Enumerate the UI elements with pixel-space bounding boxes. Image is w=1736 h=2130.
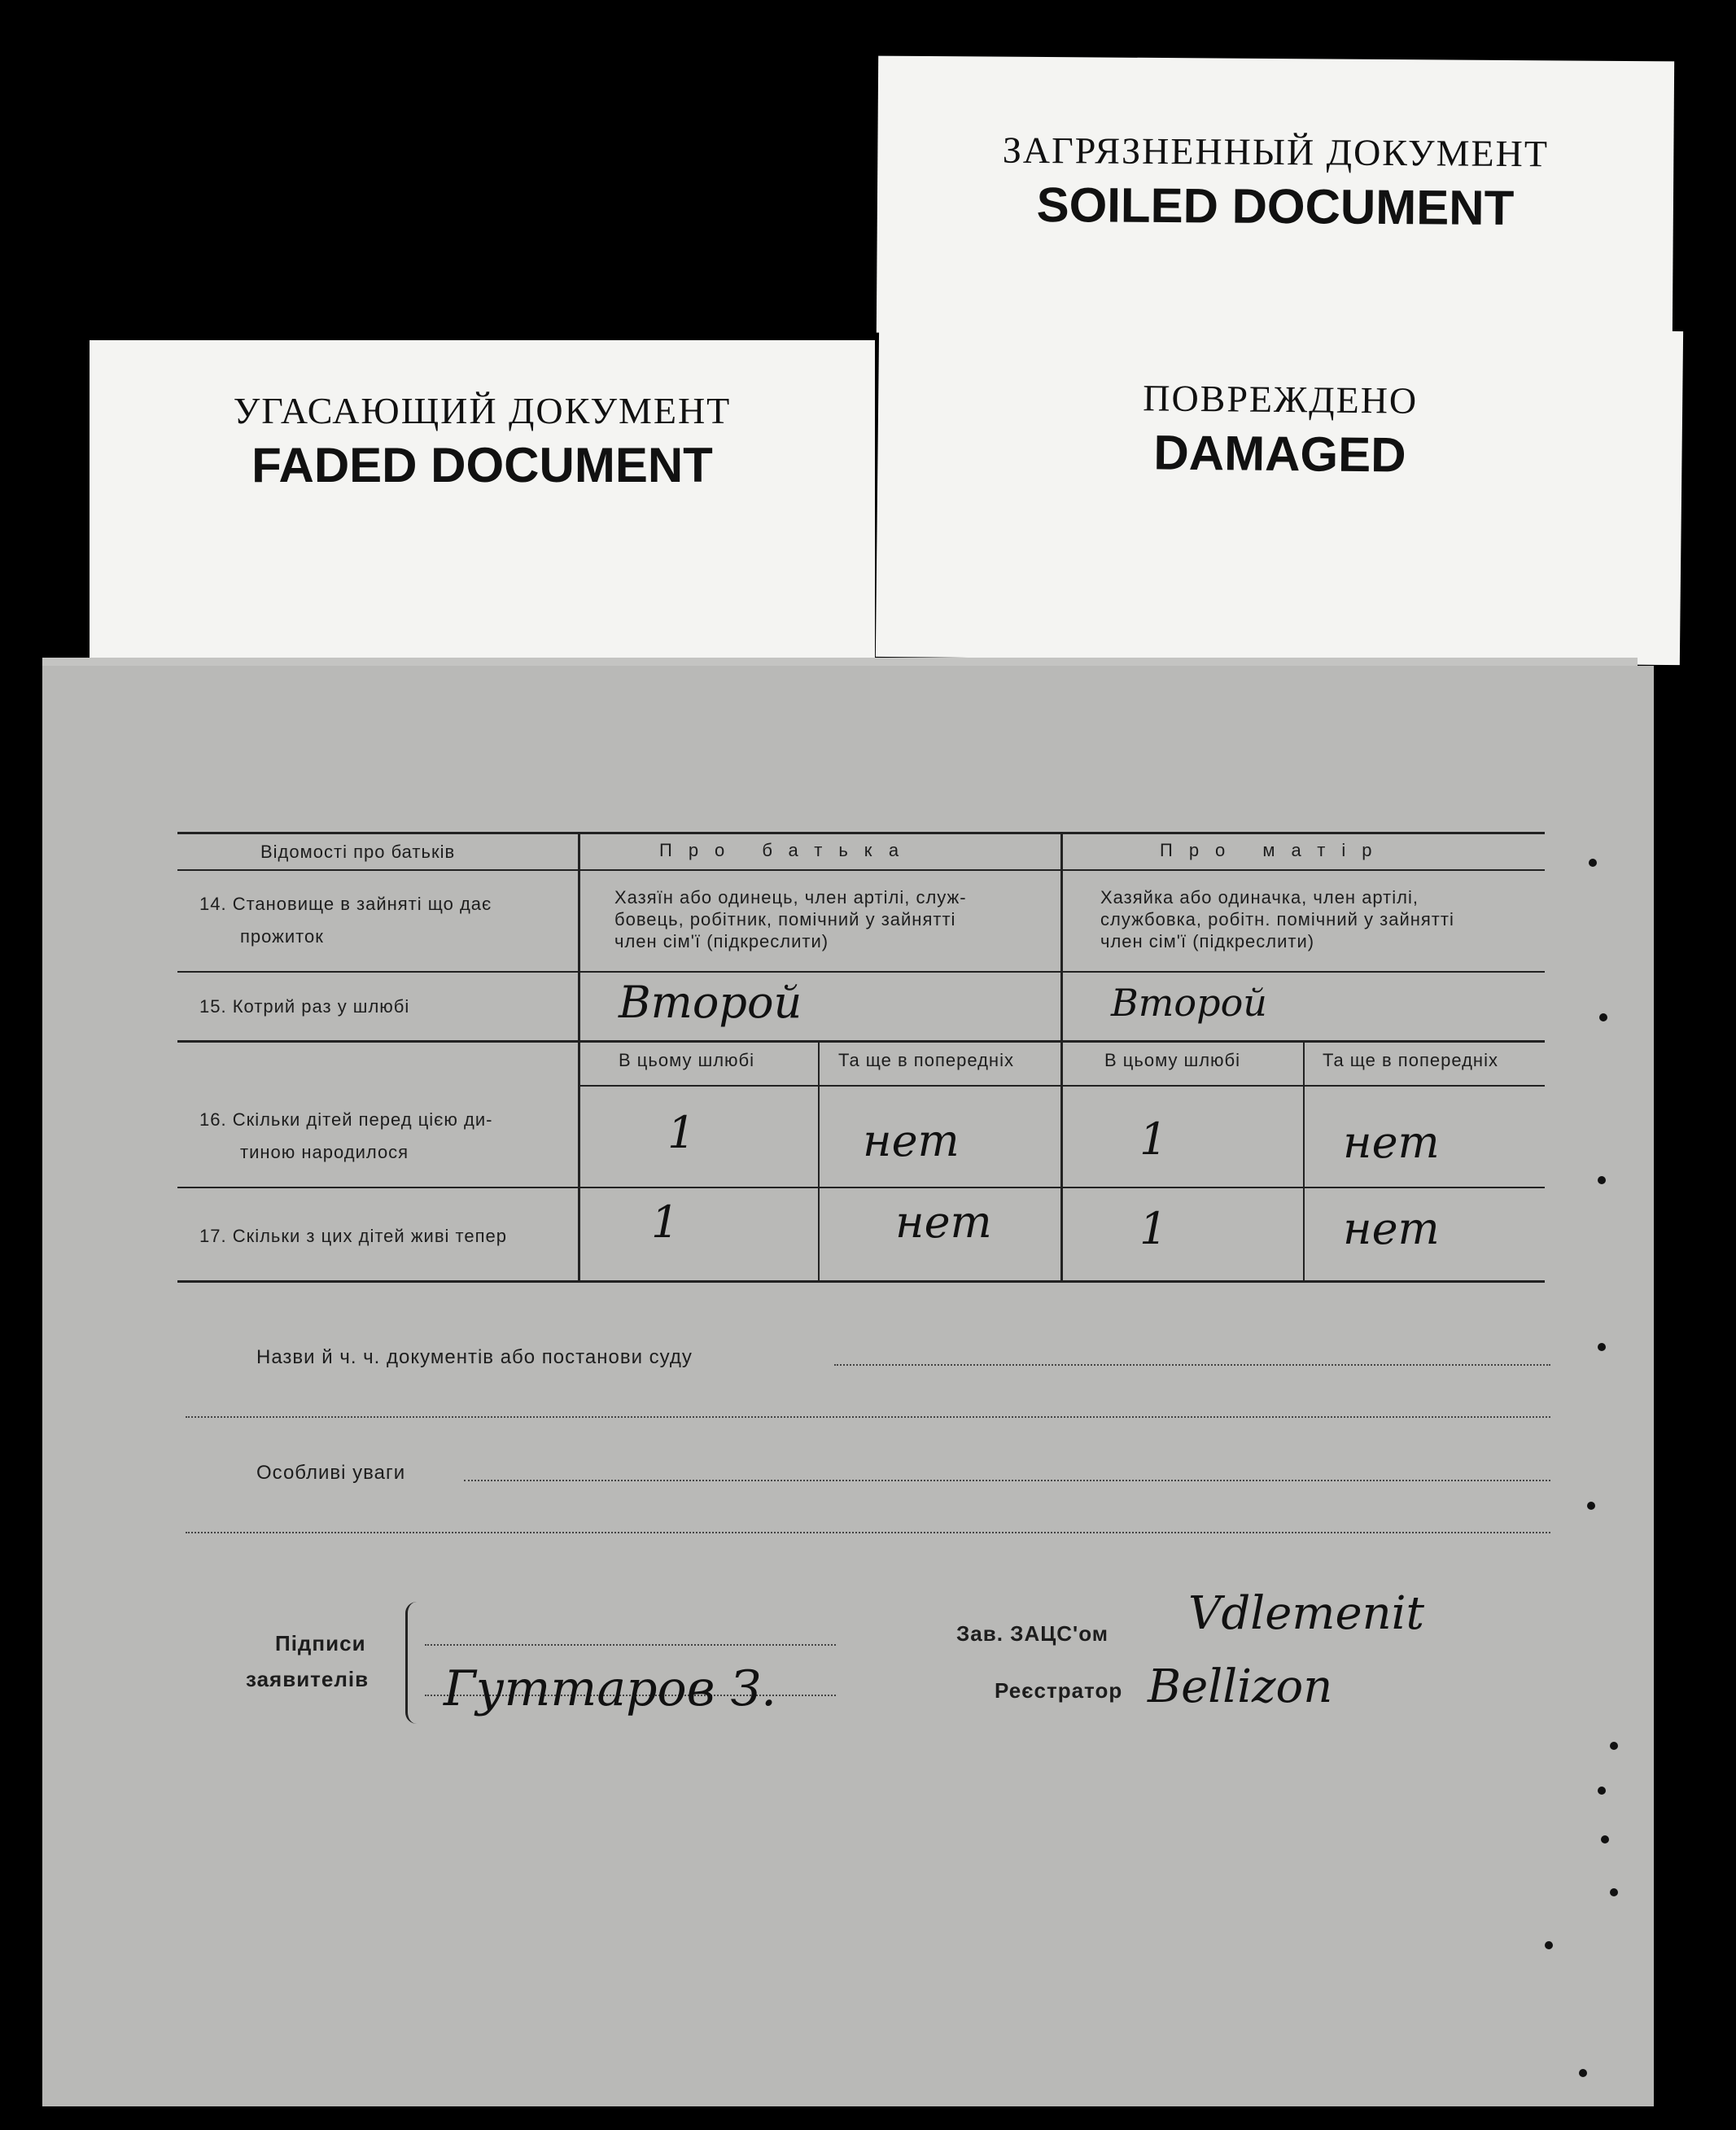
binding-hole [1599,1013,1607,1021]
row15-mother-value: Второй [1111,981,1267,1025]
damaged-card [876,323,1683,665]
subheader-father-prev: Та ще в попередніх [838,1050,1014,1070]
table-bottom-rule [177,1280,1545,1283]
binding-hole [1598,1787,1606,1795]
documents-line-2 [186,1416,1550,1418]
applicants-label-1: Підписи [275,1631,366,1655]
damaged-label-en: DAMAGED [1153,425,1406,483]
header-info: Відомості про батьків [260,842,456,862]
row14-mother-1: Хазяйка або одиначка, член артілі, [1100,887,1419,908]
record-form [42,666,1654,2106]
table-col-divider-3 [818,1040,820,1280]
table-header-rule [177,869,1545,871]
row17-mother-prev: нет [1343,1203,1440,1254]
row14-father-3: член сім'ї (підкреслити) [614,931,829,951]
binding-hole [1587,1502,1595,1510]
binding-hole [1610,1742,1618,1750]
row16-rule [177,1187,1545,1188]
applicants-label-2: заявителів [246,1667,370,1691]
faded-label-en: FADED DOCUMENT [251,438,713,492]
header-mother: Про матір [1160,840,1388,860]
notes-label: Особливі уваги [256,1462,406,1484]
binding-hole [1598,1176,1606,1184]
row14-label-1: 14. Становище в зайняті що дає [199,894,492,914]
binding-hole [1589,859,1597,867]
table-top-rule [177,832,1545,834]
table-col-divider-1 [578,832,580,1280]
binding-hole [1610,1888,1618,1896]
row15-father-value: Второй [619,977,802,1028]
row15-label: 15. Котрий раз у шлюбі [199,996,410,1017]
row16-label-2: тиною народилося [240,1142,409,1162]
row16-label-1: 16. Скільки дітей перед цією ди- [199,1109,493,1130]
registrar-signature: Bellizon [1148,1660,1333,1713]
binding-hole [1579,2069,1587,2077]
damaged-label-ru: ПОВРЕЖДЕНО [1142,377,1419,422]
row17-mother-this: 1 [1139,1203,1168,1254]
table-col-divider-4 [1303,1040,1305,1280]
row16-mother-this: 1 [1139,1113,1168,1165]
subheader-mother-prev: Та ще в попередніх [1323,1050,1498,1070]
row14-mother-3: член сім'ї (підкреслити) [1100,931,1315,951]
row14-mother-2: службовка, робітн. помічний у зайнятті [1100,909,1454,929]
row17-father-prev: нет [895,1196,992,1248]
notes-line-1 [464,1480,1550,1481]
row15-rule [177,1040,1545,1043]
row17-father-this: 1 [651,1196,680,1248]
head-signature: Vdlemenit [1188,1587,1425,1640]
row14-father-2: бовець, робітник, помічний у зайнятті [614,909,956,929]
documents-label: Назви й ч. ч. документів або постанови суду [256,1346,693,1368]
applicant-line-1 [425,1644,836,1646]
row16-father-this: 1 [667,1107,696,1158]
subheader-father-this: В цьому шлюбі [619,1050,755,1070]
subheader-mother-this: В цьому шлюбі [1104,1050,1241,1070]
documents-line-1 [834,1364,1550,1366]
head-label: Зав. ЗАЦС'ом [956,1621,1109,1646]
registrar-label: Реєстратор [995,1678,1123,1703]
soiled-label-en: SOILED DOCUMENT [1036,177,1515,236]
header-father: Про батька [659,840,916,860]
row16-father-prev: нет [863,1115,960,1166]
row14-label-2: прожиток [240,926,324,947]
binding-hole [1601,1835,1609,1844]
applicant-signature: Гуттаров З. [444,1660,777,1717]
soiled-label-ru: ЗАГРЯЗНЕННЫЙ ДОКУМЕНТ [1002,129,1550,175]
row16-mother-prev: нет [1343,1117,1440,1168]
table-col-divider-2 [1060,832,1063,1280]
faded-label-ru: УГАСАЮЩИЙ ДОКУМЕНТ [233,390,732,431]
soiled-document-card [877,56,1674,339]
row14-father-1: Хазяїн або одинець, член артілі, служ- [614,887,967,908]
row14-rule [177,971,1545,973]
row17-label: 17. Скільки з цих дітей живі тепер [199,1226,507,1246]
binding-hole [1598,1343,1606,1351]
applicants-brace [405,1602,419,1724]
faded-document-card [90,340,875,658]
binding-hole [1545,1941,1553,1949]
notes-line-2 [186,1532,1550,1533]
